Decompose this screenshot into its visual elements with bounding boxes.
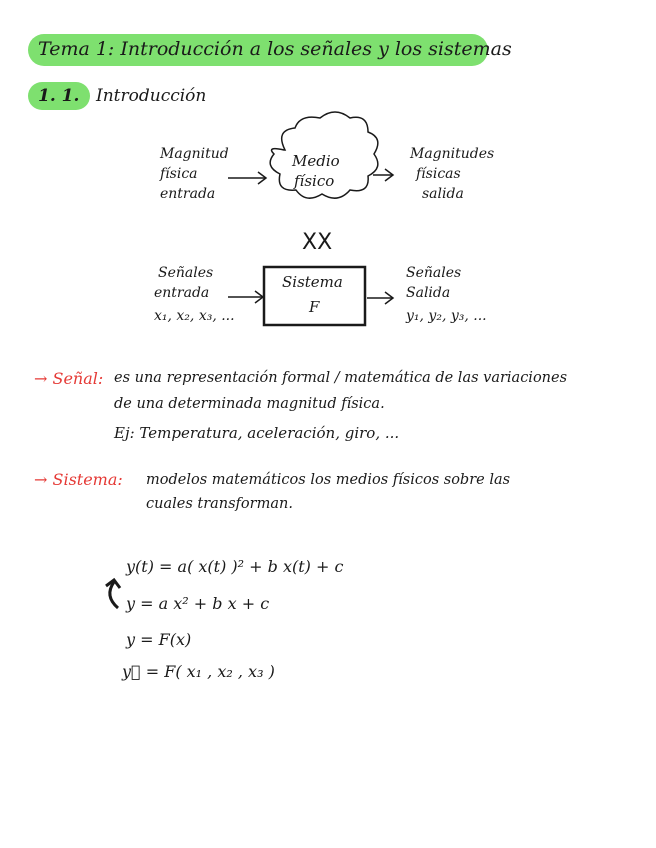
output-magnitude-line2: físicas (416, 166, 461, 182)
system-definition-line2: cuales transforman. (146, 496, 293, 512)
signal-example: Ej: Temperatura, aceleración, giro, ... (114, 424, 400, 442)
medium-label-line1: Medio (292, 152, 340, 170)
between-mark: XX (302, 230, 333, 255)
signal-definition-line1: es una representación formal / matemática de las variaciones (114, 370, 568, 386)
output-signals-line1: Señales (406, 265, 462, 281)
section-title: Introducción (96, 86, 207, 106)
signal-definition-line2: de una determinada magnitud física. (114, 396, 385, 412)
equation-3: y = F(x) (126, 630, 192, 649)
page-title: Tema 1: Introducción a los señales y los sistemas (38, 38, 512, 60)
equation-2: y = a x² + b x + c (126, 594, 270, 613)
system-definition-line1: modelos matemáticos los medios físicos sobre las (146, 472, 511, 488)
input-magnitude-line1: Magnitud (160, 146, 229, 162)
system-box-title: Sistema (282, 273, 343, 291)
input-magnitude-line3: entrada (160, 186, 216, 202)
signal-term: → Señal: (34, 369, 104, 388)
output-magnitude-line1: Magnitudes (410, 146, 495, 162)
input-signals-line1: Señales (158, 265, 214, 281)
system-term: → Sistema: (34, 470, 123, 489)
input-signals-line3: x₁, x₂, x₃, ... (154, 308, 235, 324)
medium-label-line2: físico (294, 172, 335, 190)
equation-4: y⃗ = F( x₁ , x₂ , x₃ ) (122, 662, 275, 681)
input-magnitude-line2: física (160, 166, 198, 182)
system-box-symbol: F (309, 298, 320, 316)
output-signals-line3: y₁, y₂, y₃, ... (406, 308, 487, 324)
input-signals-line2: entrada (154, 285, 210, 301)
output-signals-line2: Salida (406, 285, 451, 301)
equation-1: y(t) = a( x(t) )² + b x(t) + c (126, 557, 344, 576)
section-number: 1. 1. (38, 86, 80, 106)
output-magnitude-line3: salida (422, 186, 464, 202)
